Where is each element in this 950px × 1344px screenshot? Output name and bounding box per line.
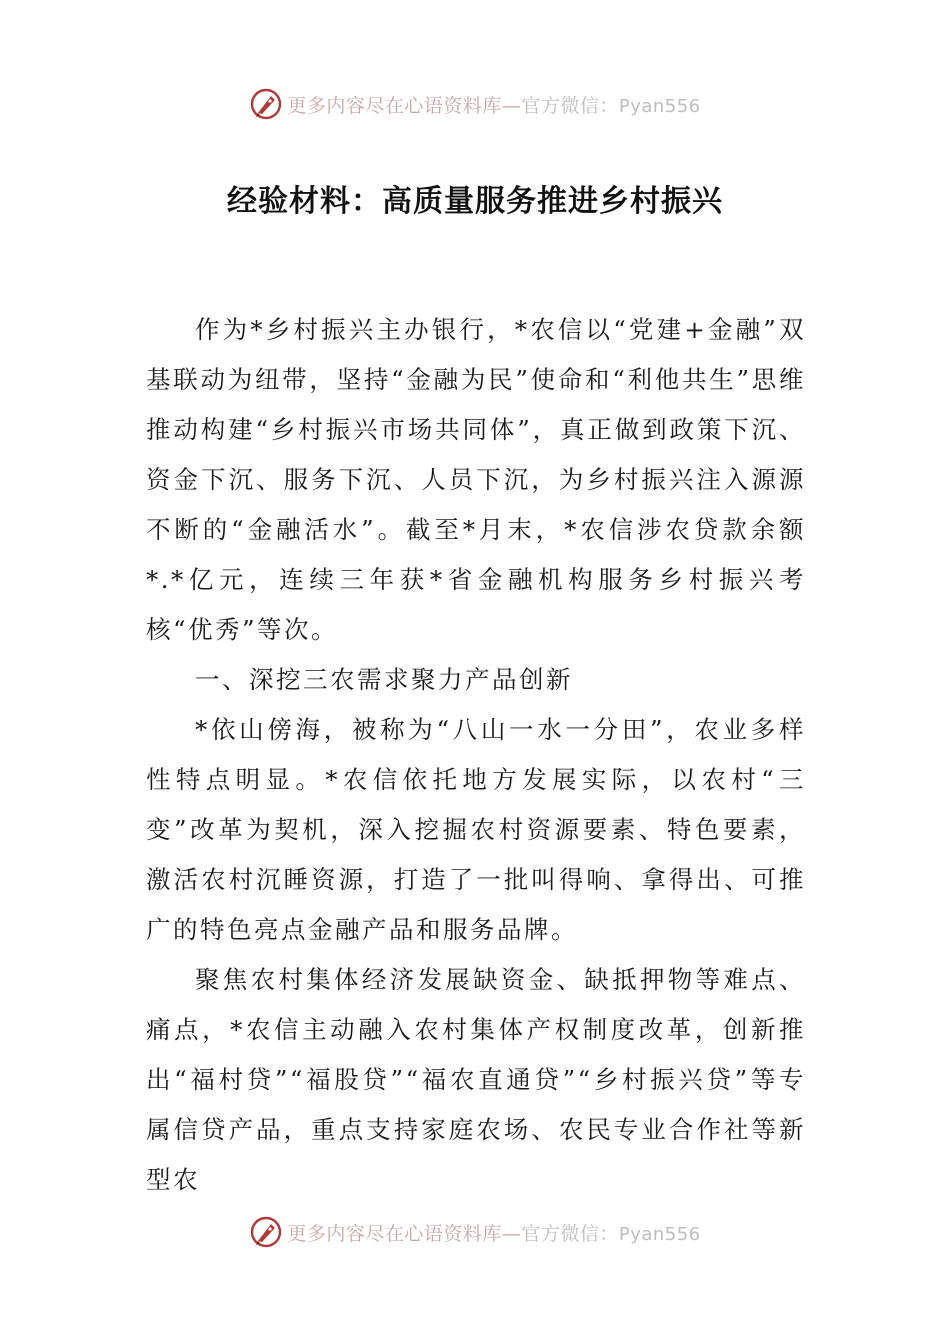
footer-banner [0,1212,950,1252]
paragraph: *依山傍海，被称为“八山一水一分田”，农业多样性特点明显。*农信依托地方发展实际，以农村“三变”改革为契机，深入挖掘农村资源要素、特色要素，激活农村沉睡资源，打造了一批叫得响、拿得出、可推广的特色亮点金融产品和服务品牌。 [146,715,806,944]
banner-separator: — [501,1222,522,1245]
section-heading: 一、深挖三农需求聚力产品创新 [195,665,573,694]
banner-text [287,1219,700,1246]
header-banner [0,84,950,124]
banner-separator: — [501,94,522,117]
banner-text [287,91,700,118]
document-title: 经验材料：高质量服务推进乡村振兴 [227,184,723,219]
banner-wechat-id: Pyan556 [618,1223,701,1245]
banner-label: 官方微信： [521,1222,619,1245]
document-body [146,305,806,1205]
banner-wechat-id: Pyan556 [618,95,701,117]
banner-brand: 更多内容尽在心语资料库 [287,1222,502,1245]
pen-nib-logo-icon [249,87,283,121]
banner-label: 官方微信： [521,94,619,117]
paragraph: 聚焦农村集体经济发展缺资金、缺抵押物等难点、痛点，*农信主动融入农村集体产权制度改革，创新推出“福村贷”“福股贷”“福农直通贷”“乡村振兴贷”等专属信贷产品，重点支持家庭农场、农民专业合作社等新型农 [146,965,806,1194]
pen-nib-logo-icon [249,1215,283,1249]
banner-brand: 更多内容尽在心语资料库 [287,94,502,117]
paragraph: 作为*乡村振兴主办银行，*农信以“党建+金融”双基联动为纽带，坚持“金融为民”使命和“利他共生”思维推动构建“乡村振兴市场共同体”，真正做到政策下沉、资金下沉、服务下沉、人员下沉，为乡村振兴注入源源不断的“金融活水”。截至*月末，*农信涉农贷款余额*.*亿元，连续三年获*省金融机构服务乡村振兴考核“优秀”等次。 [146,315,806,644]
